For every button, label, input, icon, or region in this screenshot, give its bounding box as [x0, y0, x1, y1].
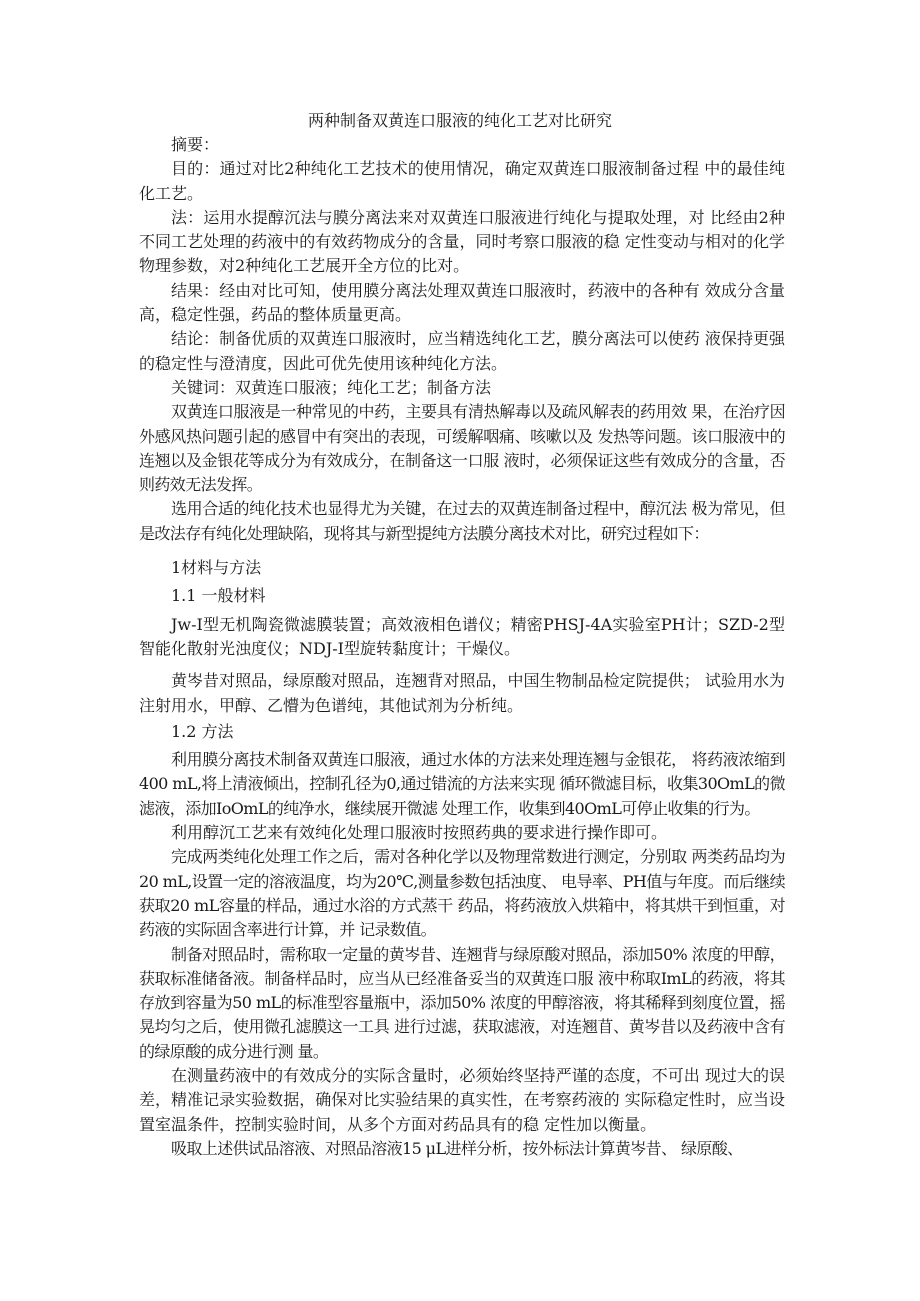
section-heading-materials-methods: 1材料与方法	[171, 558, 262, 578]
equipment-paragraph: Jw-I型无机陶瓷微滤膜装置；高效液相色谱仪；精密PHSJ-4A实验室PH计；SZD-2型智能化散射光浊度仪；NDJ-I型旋转黏度计；干燥仪。	[139, 614, 785, 658]
purification-paragraph: 选用合适的纯化技术也显得尤为关键，在过去的双黄连制备过程中，醇沉法 极为常见，但是改法存有纯化处理缺陷，现将其与新型提纯方法膜分离技术对比，研究过程如下：	[139, 499, 785, 543]
analysis-paragraph: 吸取上述供试品溶液、对照品溶液15 μL进样分析，按外标法计算黄岑昔、 绿原酸、	[171, 1138, 743, 1158]
abstract-objective: 目的：通过对比2种纯化工艺技术的使用情况，确定双黄连口服液制备过程 中的最佳纯化工艺。	[139, 159, 785, 203]
abstract-method: 法：运用水提醇沉法与膜分离法来对双黄连口服液进行纯化与提取处理，对 比经由2种不同工艺处理的药液中的有效药物成分的含量，同时考察口服液的稳 定性变动与相对的化学物理参数，对2种纯化工艺展开全方位的比对。	[139, 207, 785, 276]
alcohol-method-paragraph: 利用醇沉工艺来有效纯化处理口服液时按照药典的要求进行操作即可。	[171, 823, 668, 843]
stability-paragraph: 在测量药液中的有效成分的实际含量时，必须始终坚持严谨的态度，不可出 现过大的误差，精准记录实验数据，确保对比实验结果的真实性，在考察药液的 实际稳定性时，应当设置室温条件，控制实验时间，从多个方面对药品具有的稳 定性加以衡量。	[139, 1065, 785, 1134]
reference-prep-paragraph: 制备对照品时，需称取一定量的黄岑昔、连翘背与绿原酸对照品，添加50% 浓度的甲醇，获取标准储备液。制备样品时，应当从已经准备妥当的双黄连口服 液中称取ImL的药液，将其存放到容量为50 mL的标准型容量瓶中，添加50% 浓度的甲醇溶液，将其稀释到刻度位置，摇晃均匀之后，使用微孔滤膜这一工具 进行过滤，获取滤液，对连翘苜、黄岑昔以及药液中含有的绿原酸的成分进行测 量。	[139, 944, 785, 1061]
subsection-heading-method: 1.2 方法	[171, 721, 234, 741]
subsection-heading-general-materials: 1.1 一般材料	[171, 586, 266, 606]
membrane-method-paragraph: 利用膜分离技术制备双黄连口服液，通过水体的方法来处理连翘与金银花， 将药液浓缩到400 mL,将上清液倾出，控制孔径为0,通过错流的方法来实现 循环微滤目标，收集30OmL的微滤液，添加IoOmL的纯净水，继续展开微滤 处理工作，收集到40OmL可停止收集的行为。	[139, 750, 785, 818]
document-body	[139, 133, 785, 1161]
abstract-result: 结果：经由对比可知，使用膜分离法处理双黄连口服液时，药液中的各种有 效成分含量高，稳定性强，药品的整体质量更高。	[139, 280, 785, 325]
keywords: 关键词：双黄连口服液；纯化工艺；制备方法	[171, 377, 492, 397]
abstract-label: 摘要：	[171, 135, 220, 154]
intro-paragraph: 双黄连口服液是一种常见的中药，主要具有清热解毒以及疏风解表的药用效 果，在治疗因外感风热问题引起的感冒中有突出的表现，可缓解咽痛、咳嗽以及 发热等问题。该口服液中的连翘以及金银花等成分为有效成分，在制备这一口服 液时，必须保证这些有效成分的含量，否则药效无法发挥。	[139, 402, 785, 495]
measurement-paragraph: 完成两类纯化处理工作之后，需对各种化学以及物理常数进行测定，分别取 两类药品均为20 mL,设置一定的溶液温度，均为20℃,测量参数包括浊度、 电导率、PH值与年度。而后继续获取20 mL容量的样品，通过水浴的方式蒸干 药品，将药液放入烘箱中，将其烘干到恒重，对药液的实际固含率进行计算，并 记录数值。	[139, 847, 785, 940]
document-title: 两种制备双黄连口服液的纯化工艺对比研究	[307, 111, 612, 130]
abstract-conclusion: 结论：制备优质的双黄连口服液时，应当精选纯化工艺，膜分离法可以使药 液保持更强的稳定性与澄清度，因此可优先使用该种纯化方法。	[139, 329, 785, 373]
reagents-paragraph: 黄岑昔对照品，绿原酸对照品，连翘背对照品，中国生物制品检定院提供； 试验用水为注射用水，甲醇、乙懵为色谱纯，其他试剂为分析纯。	[139, 671, 785, 715]
